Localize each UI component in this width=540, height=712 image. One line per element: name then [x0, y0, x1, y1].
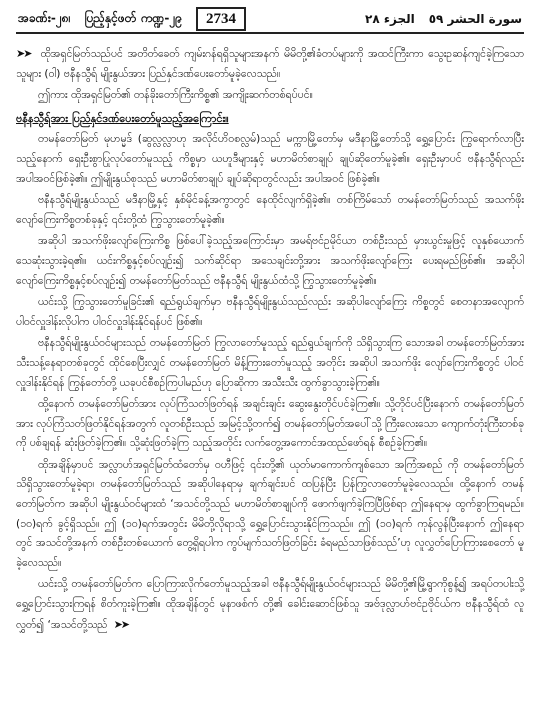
- body-paragraph-4: ယင်းသို့ ကြွသွားတော်မူခြင်း၏ ရည်ရွယ်ချက်မှာ ဗနီနသွီရ်မျိုးနွယ်သည်လည်း အဆိုပါလျော်ကြေး ကိစ္စတွင် စေတနာအလျောက် ပါဝင်လှူဒါန်းလိုပါက ပါဝင်လှူဒါန်းနိုင်ရန်ပင် ဖြစ်၏။: [16, 296, 524, 328]
- body-paragraph-1: တမန်တော်မြတ် မုဟမ္မဒ် (ဆွလ္လလ္လာဟု အလိုင်ဟိဝစလ္လမ်)သည် မက္ကာမြို့တော်မှ မဒီနာမြို့တော်သို့ ရွှေ့ပြောင်း ကြွရောက်လာပြီးသည့်နောက် ရှေးဦးစွာပြုလုပ်တော်မူသည့် ကိစ္စမှာ ယဟူဒီများနှင့် မဟာမိတ်စာချုပ် ချုပ်ဆိုတော်မူခဲ့၏။ ရှေးဦးမှာပင် ဗနီနသွီရ်လည်း အပါအဝင်ဖြစ်ခဲ့၏။ ဤမျိုးနွယ်စုသည် မဟာမိတ်စာချုပ် ချုပ်ဆိုရာတွင်လည်း အပါအဝင် ဖြစ်ခဲ့၏။: [16, 133, 524, 185]
- body-paragraph-3: အဆိုပါ အသက်ဖိုးလျော်ကြေးကိစ္စ ဖြစ်ပေါ်ခဲ့သည့်အကြောင်းမှာ အမရ်ဗင်ဥမိုင်ယာ တစ်ဦးသည် မှားယွင်းမှုဖြင့် လူနှစ်ယောက် သေဆုံးသွားခဲ့ရ၏။ ယင်းကိစ္စနှင့်စပ်လျဉ်း၍ သက်ဆိုင်ရာ အသေချင်းတို့အား အသက်ဖိုးလျော်ကြေး ပေးရမည်ဖြစ်၏။ အဆိုပါလျော်ကြေးကိစ္စနှင့်စပ်လျဉ်း၍ တမန်တော်မြတ်သည် ဗနီနသွီရ် မျိုးနွယ်ထံသို့ ကြွသွားတော်မူခဲ့၏။: [16, 235, 524, 287]
- intro-text: ထိုအရှင်မြတ်သည်ပင် အတိတ်ခေတ် ကျမ်းဂန်ရရှိသူများအနက် မိမိတို့၏ခံတပ်များကို အထင်ကြီးကာ သွေးဥဆန်ကျင်ခဲ့ကြသောသူများ (ဝါ) ဗနီနသွီရ် မျိုးနွယ်အား ပြည်နှင်ဒဏ်ပေးတော်မူခဲ့လေသည်။: [16, 48, 524, 80]
- page-content: [16, 34, 524, 635]
- continues-marker: ➤➤: [113, 617, 128, 631]
- section-heading: ဗနီနသွီရ်အား ပြည်နှင်ဒဏ်ပေးတော်မူသည့်အကြောင်း။: [16, 111, 229, 125]
- page-header: [16, 6, 524, 34]
- juz-label: الجزء ٢٨: [365, 12, 415, 26]
- intro-paragraph: [16, 44, 524, 84]
- header-right: [365, 12, 522, 26]
- body-paragraph-8: [16, 575, 524, 635]
- body-paragraph-6: ထို့နောက် တမန်တော်မြတ်အား လုပ်ကြံသတ်ဖြတ်ရန် အချင်းချင်း ဆွေးနွေးတိုင်ပင်ခဲ့ကြ၏။ သို့တိုင်ပင်ပြီးနောက် တမန်တော်မြတ်အား လုပ်ကြံသတ်ဖြတ်နိုင်ရန်အတွက် လူတစ်ဦးသည် အမြင့်သို့တက်၍ တမန်တော်မြတ်အပေါ်သို့ ကြီးလေးသော ကျောက်တုံးကြီးတစ်ခုကို ပစ်ချရန် ဆုံးဖြတ်ခဲ့ကြ၏။ သို့ဆုံးဖြတ်ခဲ့ကြ သည့်အတိုင်း လက်တွေ့အကောင်အထည်ဖော်ရန် စီစဉ်ခဲ့ကြ၏။: [16, 398, 524, 450]
- book-title: ပြည့်နှင့်ဖတ် ကဏ္ဍ-၂၉: [84, 11, 183, 25]
- page-number: 2734: [196, 7, 246, 31]
- header-left: [18, 7, 246, 31]
- body-paragraph-7: ထိုအချိန်မှာပင် အလ္လာဟ်အရှင်မြတ်ထံတော်မှ ဝဟီဖြင့် ၎င်းတို့၏ ယုတ်မာကောက်ကျစ်သော အကြံအစည် ကို တမန်တော်မြတ် သိရှိသွားတော်မူခဲ့ရာ၊ တမန်တော်မြတ်သည် အဆိုပါနေရာမှ ချက်ချင်းပင် ထပြန်ပြီး ပြန်ကြွလာတော်မူခဲ့လေသည်။ ထို့နောက် တမန်တော်မြတ်က အဆိုပါ မျိုးနွယ်ဝင်များထံ ‘အသင်တို့သည် မဟာမိတ်စာချုပ်ကို ဖောက်ဖျက်ခဲ့ကြပြီဖြစ်ရာ ဤနေရာမှ ထွက်ခွာကြရမည်။ (၁၀)ရက် ခွင့်ရှိသည်။ ဤ (၁၀)ရက်အတွင်း မိမိတို့လိုရာသို့ ရွှေ့ပြောင်းသွားနိုင်ကြသည်။ ဤ (၁၀)ရက် ကုန်လွန်ပြီးနောက် ဤနေရာတွင် အသင်တို့အနက် တစ်ဦးတစ်ယောက် တွေ့ရှိရပါက ကွပ်မျက်သတ်ဖြတ်ခြင်း ခံရမည်သာဖြစ်သည်’ဟု လူလွှတ်ပြောကြားစေတော် မူခဲ့လေသည်။: [16, 458, 524, 569]
- body-paragraph-8-text: ယင်းသို့ တမန်တော်မြတ်က ပြောကြားလိုက်တော်မူသည့်အခါ ဗနီနသွီရ်မျိုးနွယ်ဝင်များသည် မိမိတို့၏မြို့ရွာကိုစွန့်၍ အရပ်တပါးသို့ ရွှေ့ပြောင်းသွားကြရန် စိတ်ကူးခဲ့ကြ၏။ ထိုအချိန်တွင် မုနာဖစ်က် တို့၏ ခေါင်းဆောင်ဖြစ်သူ အဗ်ဒုလ္လာဟ်ဗင်ဥဗိုင်ယ်က ဗနီနသွီရ်ထံ လူလွှတ်၍ ‘အသင်တို့သည်: [16, 578, 524, 631]
- chapter-label: အခဏ်း-၂၈၊: [18, 11, 71, 25]
- surah-label: سورة الحشر ٥٩: [428, 12, 522, 26]
- body-paragraph-5: ဗနီနသွီရ်မျိုးနွယ်ဝင်များသည် တမန်တော်မြတ် ကြွလာတော်မူသည့် ရည်ရွယ်ချက်ကို သိရှိသွားကြ သောအခါ တမန်တော်မြတ်အား သီးသန့်နေရာတစ်ခုတွင် ထိုင်စေပြီးလျှင် တမန်တော်မြတ် မိန့်ကြားတော်မူသည့် အတိုင်း အဆိုပါ အသက်ဖိုး လျော်ကြေးကိစ္စတွင် ပါဝင်လှူဒါန်းနိုင်ရန် ကြွန်တော်တို့ ယခုပင်စီစဉ်ကြပါမည်ဟု ပြောဆိုကာ အသီးသီး ထွက်ခွာသွားခဲ့ကြ၏။: [16, 337, 524, 389]
- intro-sub: ဤကား ထိုအရှင်မြတ်၏ တန်ခိုးတော်ကြီးကိစ္စ၏ အကျိုးဆက်တစ်ရပ်ပင်။: [38, 89, 313, 102]
- body-paragraph-2: ဗနီနသွီရ်မျိုးနွယ်သည် မဒီနာမြို့နှင့် နှစ်မိုင်ခန့်အကွာတွင် နေထိုင်လျက်ရှိခဲ့၏။ တစ်ကြိမ်သော် တမန်တော်မြတ်သည် အသက်ဖိုး လျော်ကြေးကိစ္စတစ်ခုနှင့် ၎င်းတို့ထံ ကြွသွားတော်မူခဲ့၏။: [16, 194, 524, 226]
- continuation-marker: ➤➤: [16, 47, 31, 60]
